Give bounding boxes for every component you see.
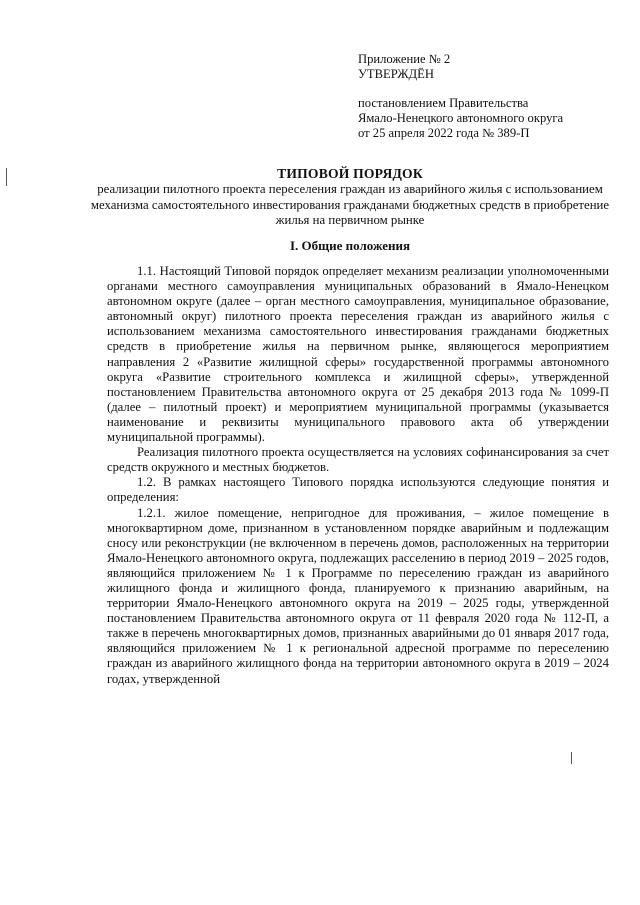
paragraph-1-2-1: 1.2.1. жилое помещение, непригодное для проживания, – жилое помещение в многоквартирном доме, признанном в установленном порядке аварийным и подлежащим сносу или реконструкции (не включенном в перечень домов, расположенных на территории Ямало-Ненецкого автономного округа, подлежащих расселению в период 2019 – 2025 годов, являющийся приложением № 1 к Программе по переселению граждан из аварийного жилищного фонда и жилищного фонда, планируемого к признанию аварийным, на территории Ямало-Ненецкого автономного округа на 2019 – 2025 годы, утвержденной постановлением Правительства автономного округа от 11 февраля 2020 года № 112-П, а также в перечень многоквартирных домов, признанных аварийными до 01 января 2017 года, являющийся приложением № 1 к региональной адресной программе по переселению граждан из аварийного жилищного фонда на территории автономного округа в 2019 – 2024 годах, утвержденной	[107, 505, 609, 686]
paragraph-1-2: 1.2. В рамках настоящего Типового порядка используются следующие понятия и определения:	[107, 475, 609, 505]
document-body	[107, 264, 609, 687]
paragraph-1-1: 1.1. Настоящий Типовой порядок определяет механизм реализации уполномоченными органами местного самоуправления муниципальных образований в Ямало-Ненецком автономном округе (далее – орган местного самоуправления, муниципальное образование, автономный округ) пилотного проекта переселения граждан из аварийного жилья с использованием механизма самостоятельного инвестирования гражданами бюджетных средств в приобретение жилья на первичном рынке, являющегося мероприятием направления 2 «Развитие жилищной сферы» государственной программы автономного округа «Развитие строительного комплекса и жилищной сферы», утвержденной постановлением Правительства автономного округа от 25 декабря 2013 года № 1099-П (далее – пилотный проект) и мероприятием муниципальной программы (указывается наименование и реквизиты муниципального правового акта об утверждении муниципальной программы).	[107, 264, 609, 445]
scan-mark-left	[6, 168, 7, 186]
decree-line-1: постановлением Правительства	[358, 96, 529, 110]
decree-line-2: Ямало-Ненецкого автономного округа	[358, 111, 564, 125]
scan-mark-right	[571, 752, 572, 764]
decree-line-3: от 25 апреля 2022 года № 389-П	[358, 126, 530, 140]
document-title: ТИПОВОЙ ПОРЯДОК	[277, 166, 423, 181]
section-heading: I. Общие положения	[290, 238, 410, 253]
paragraph-cofinancing: Реализация пилотного проекта осуществляется на условиях софинансирования за счет средств окружного и местных бюджетов.	[107, 445, 609, 475]
document-subtitle: реализации пилотного проекта переселения граждан из аварийного жилья с использованием механизма самостоятельного инвестирования гражданами бюджетных средств в приобретение жилья на первичном рынке	[90, 182, 610, 227]
appendix-number: Приложение № 2	[358, 52, 451, 66]
approval-block	[358, 52, 618, 141]
approved-label: УТВЕРЖДЁН	[358, 67, 434, 81]
